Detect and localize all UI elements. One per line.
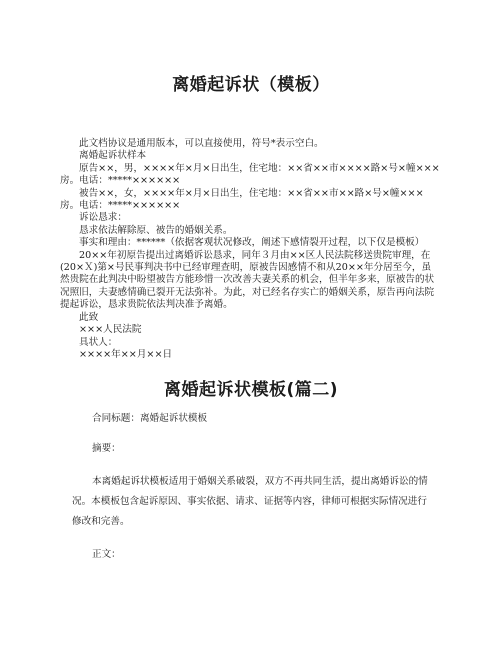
- facts-text: 20××年初原告提出过离婚诉讼恳求，同年３月由××区人民法院移送贵院审理，在(20×Ｘ)第×号民事判决书中已经审理查明，原被告因感情不和从20××年分居至今，虽然贵院在此判决中盼望被告方能珍惜一次改善夫妻关系的机会，但半年多来，原被告的状况照旧，夫妻感情确已裂开无法弥补。为此，对已经名存实亡的婚姻关系，原告再向法院提起诉讼，恳求贵院依法判决准予离婚。: [60, 249, 435, 311]
- contract-title: 合同标题：离婚起诉状模板: [92, 413, 208, 424]
- abstract-label: 摘要：: [92, 443, 121, 454]
- date-line: ××××年××月××日: [79, 348, 173, 360]
- usage-note: 此文档协议是通用版本，可以直接使用，符号*表示空白。: [79, 138, 324, 149]
- claims-heading: 诉讼恳求：: [79, 212, 127, 224]
- complaint-body: [60, 138, 440, 361]
- abstract-text: 本离婚起诉状模板适用于婚姻关系破裂，双方不再共同生活，提出离婚诉讼的情况。本模板包含起诉原因、事实依据、请求、证据等内容，律师可根据实际情况进行修改和完善。: [72, 476, 428, 527]
- plaintiff-info: 原告××，男，××××年×月×日出生，住宅地：××省××市××××路×号×幢×××房。电话：*****××××××: [60, 162, 440, 187]
- court-name: ×××人民法院: [79, 324, 142, 336]
- second-document-body: [72, 412, 430, 562]
- sample-heading: 离婚起诉状样本: [79, 150, 147, 162]
- salutation: 此致: [79, 311, 99, 323]
- facts-heading: 事实和理由：******（依据客观状况修改，阐述下感情裂开过程，以下仅是模板）: [79, 237, 425, 249]
- defendant-info: 被告××，女，××××年×月×日出生，住宅地：××省××市××路×号×幢×××房。电话：*****××××××: [60, 187, 424, 212]
- second-document-title: 离婚起诉状模板(篇二): [163, 380, 339, 400]
- claims-text: 恳求依法解除原、被告的婚姻关系。: [79, 224, 233, 236]
- body-label: 正文：: [92, 549, 121, 560]
- signatory-label: 具状人：: [79, 336, 118, 348]
- document-title: 离婚起诉状（模板）: [172, 75, 330, 95]
